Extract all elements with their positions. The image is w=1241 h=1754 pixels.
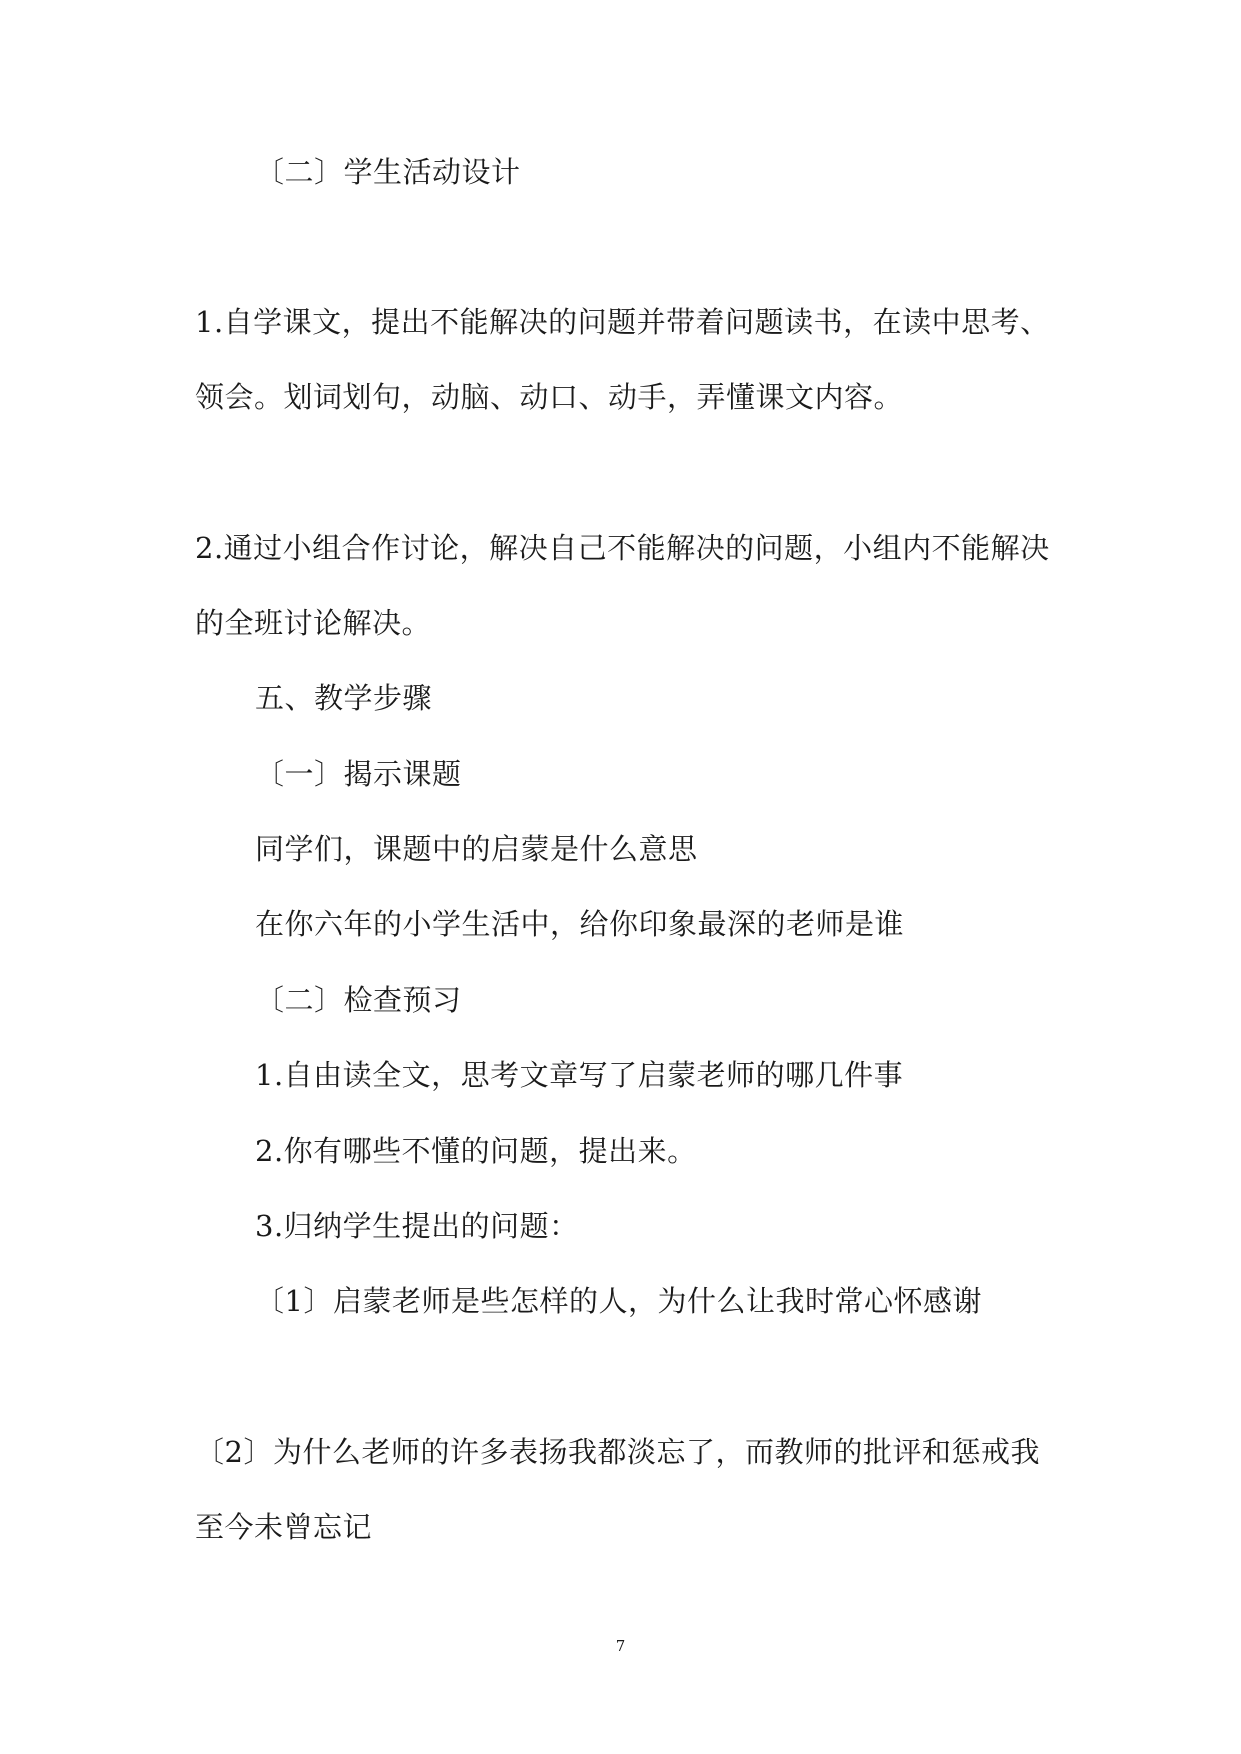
list-item: 2.你有哪些不懂的问题，提出来。 xyxy=(255,1134,697,1168)
paragraph-line: 在你六年的小学生活中，给你印象最深的老师是谁 xyxy=(255,907,905,941)
section-heading-teaching-steps: 五、教学步骤 xyxy=(255,681,433,715)
page-number: 7 xyxy=(615,1637,626,1655)
subheading-check-preview: 〔二〕检查预习 xyxy=(255,983,462,1017)
list-item: 3.归纳学生提出的问题： xyxy=(255,1209,579,1243)
paragraph-line: 的全班讨论解决。 xyxy=(195,606,432,640)
list-item: 1.自由读全文，思考文章写了启蒙老师的哪几件事 xyxy=(255,1058,904,1092)
list-item: 〔2〕为什么老师的许多表扬我都淡忘了，而教师的批评和惩戒我 xyxy=(195,1435,1040,1469)
subheading-reveal-topic: 〔一〕揭示课题 xyxy=(255,757,462,791)
paragraph-line: 同学们，课题中的启蒙是什么意思 xyxy=(255,832,698,866)
paragraph-line: 2.通过小组合作讨论，解决自己不能解决的问题，小组内不能解决 xyxy=(195,531,1050,565)
section-heading-student-activities: 〔二〕学生活动设计 xyxy=(255,155,521,189)
paragraph-line: 领会。划词划句，动脑、动口、动手，弄懂课文内容。 xyxy=(195,380,904,414)
paragraph-line: 1.自学课文，提出不能解决的问题并带着问题读书，在读中思考、 xyxy=(195,305,1050,339)
list-item: 〔1〕启蒙老师是些怎样的人，为什么让我时常心怀感谢 xyxy=(255,1284,982,1318)
paragraph-line: 至今未曾忘记 xyxy=(195,1510,373,1544)
